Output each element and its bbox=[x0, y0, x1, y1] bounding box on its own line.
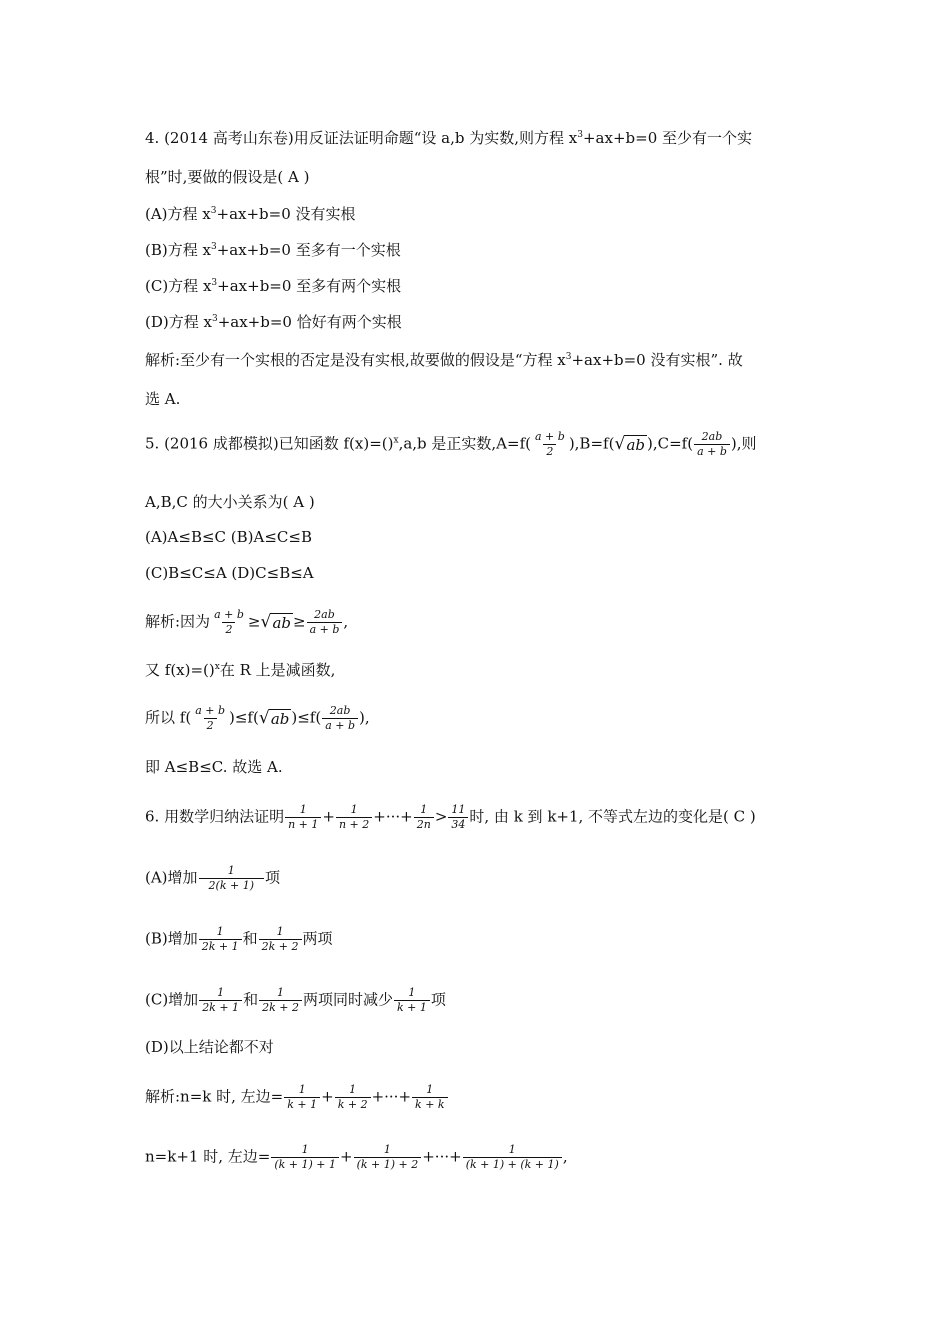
text: ≥ bbox=[293, 612, 306, 631]
numerator: 1 bbox=[298, 1083, 306, 1096]
radicand: ab bbox=[272, 613, 291, 632]
text: , bbox=[343, 612, 349, 631]
q4-option-b bbox=[145, 240, 401, 260]
fraction bbox=[394, 986, 430, 1015]
text: 和 bbox=[243, 990, 259, 1009]
denominator: (k + 1) + 1 bbox=[271, 1157, 339, 1172]
numerator: 1 bbox=[227, 864, 235, 877]
numerator: a + b bbox=[535, 430, 565, 443]
denominator: (k + 1) + (k + 1) bbox=[463, 1157, 562, 1172]
text: +ax+b=0 至少有一个实 bbox=[582, 129, 753, 147]
q4-option-d bbox=[145, 312, 402, 332]
text: ), bbox=[359, 708, 370, 727]
denominator: k + 1 bbox=[394, 1000, 430, 1015]
numerator: 2ab bbox=[329, 704, 351, 717]
fraction bbox=[199, 864, 264, 893]
denominator: 2k + 2 bbox=[259, 939, 302, 954]
q6-stem-line1 bbox=[145, 803, 756, 832]
denominator: a + b bbox=[322, 718, 358, 733]
denominator: 2 bbox=[543, 444, 556, 459]
denominator: 2k + 2 bbox=[259, 1000, 302, 1015]
text: 6. 用数学归纳法证明 bbox=[145, 807, 285, 826]
text: (B)方程 x bbox=[145, 241, 211, 259]
text: +ax+b=0 恰好有两个实根 bbox=[217, 313, 402, 331]
text: ),则 bbox=[730, 434, 757, 453]
radical-sign: √ bbox=[260, 611, 272, 632]
radical-sign: √ bbox=[258, 707, 270, 728]
text: 两项同时减少 bbox=[302, 990, 393, 1009]
numerator: 1 bbox=[408, 986, 416, 999]
text: (A)方程 x bbox=[145, 205, 211, 223]
text: 项 bbox=[430, 990, 446, 1009]
text: 解析:因为 bbox=[145, 612, 211, 631]
square-root bbox=[259, 709, 292, 729]
text: +ax+b=0 至多有一个实根 bbox=[216, 241, 401, 259]
denominator: 2k + 1 bbox=[199, 939, 242, 954]
numerator: 1 bbox=[349, 1083, 357, 1096]
q5-solution-line1 bbox=[145, 608, 348, 637]
q6-option-d: (D)以上结论都不对 bbox=[145, 1038, 274, 1056]
fraction bbox=[694, 430, 730, 459]
superscript: 3 bbox=[211, 314, 218, 324]
fraction bbox=[335, 1083, 371, 1112]
q6-solution-line1 bbox=[145, 1083, 449, 1112]
superscript: 3 bbox=[577, 130, 583, 140]
q6-option-c bbox=[145, 986, 446, 1015]
text: 4. (2014 高考山东卷)用反证法证明命题“设 a,b 为实数,则方程 x bbox=[145, 129, 578, 147]
text: ,a,b 是正实数,A=f( bbox=[398, 434, 531, 453]
text: +ax+b=0 没有实根 bbox=[216, 205, 356, 223]
denominator: 34 bbox=[448, 817, 468, 832]
radical-sign: √ bbox=[614, 433, 626, 454]
text: )≤f( bbox=[291, 708, 322, 727]
text: n=k+1 时, 左边= bbox=[145, 1147, 271, 1166]
q4-stem-line2: 根”时,要做的假设是( A ) bbox=[145, 168, 310, 186]
text: + bbox=[339, 1147, 353, 1166]
numerator: 11 bbox=[451, 803, 466, 816]
numerator: 2ab bbox=[701, 430, 723, 443]
numerator: 2ab bbox=[314, 608, 335, 621]
text: 解析:至少有一个实根的否定是没有实根,故要做的假设是“方程 x bbox=[145, 351, 566, 369]
denominator: k + 2 bbox=[335, 1097, 371, 1112]
q4-stem-line1 bbox=[145, 128, 752, 148]
denominator: 2k + 1 bbox=[199, 1000, 242, 1015]
denominator: 2(k + 1) bbox=[199, 878, 264, 893]
superscript: x bbox=[214, 662, 220, 672]
fraction bbox=[532, 430, 568, 459]
q6-option-a bbox=[145, 864, 280, 893]
fraction bbox=[414, 803, 434, 832]
q4-option-a bbox=[145, 204, 356, 224]
text: , bbox=[562, 1147, 568, 1166]
denominator: 2n bbox=[414, 817, 434, 832]
superscript: x bbox=[393, 435, 399, 446]
q5-solution-line3 bbox=[145, 704, 370, 733]
fraction bbox=[463, 1143, 562, 1172]
text: +ax+b=0 至多有两个实根 bbox=[217, 277, 402, 295]
fraction bbox=[354, 1143, 422, 1172]
text: 时, 由 k 到 k+1, 不等式左边的变化是( C ) bbox=[469, 807, 756, 826]
denominator: a + b bbox=[307, 622, 343, 637]
square-root bbox=[260, 613, 293, 633]
denominator: k + 1 bbox=[284, 1097, 320, 1112]
denominator: n + 1 bbox=[285, 817, 321, 832]
text: )≤f( bbox=[229, 708, 259, 727]
denominator: 2 bbox=[204, 718, 217, 733]
denominator: k + k bbox=[412, 1097, 448, 1112]
superscript: 3 bbox=[210, 242, 217, 252]
q5-stem-line2: A,B,C 的大小关系为( A ) bbox=[145, 493, 315, 511]
text: +ax+b=0 没有实根”. 故 bbox=[571, 351, 743, 369]
text: ),C=f( bbox=[646, 434, 694, 453]
fraction bbox=[412, 1083, 448, 1112]
fraction bbox=[199, 986, 242, 1015]
square-root bbox=[614, 435, 647, 455]
text: 在 R 上是减函数, bbox=[219, 661, 336, 679]
text: 所以 f( bbox=[145, 708, 192, 727]
text: (C)方程 x bbox=[145, 277, 212, 295]
numerator: 1 bbox=[350, 803, 358, 816]
q4-solution-line1 bbox=[145, 350, 743, 370]
text: 两项 bbox=[302, 929, 333, 948]
text: ),B=f( bbox=[568, 434, 615, 453]
q5-solution-line2 bbox=[145, 660, 335, 680]
numerator: 1 bbox=[216, 925, 224, 938]
numerator: 1 bbox=[426, 1083, 434, 1096]
fraction bbox=[336, 803, 372, 832]
fraction bbox=[271, 1143, 339, 1172]
text: 项 bbox=[265, 868, 281, 887]
text: > bbox=[434, 807, 448, 826]
superscript: 3 bbox=[565, 352, 572, 362]
q5-options-cd: (C)B≤C≤A (D)C≤B≤A bbox=[145, 564, 314, 582]
text: + bbox=[321, 1087, 334, 1106]
text: 又 f(x)=() bbox=[145, 661, 215, 679]
numerator: 1 bbox=[420, 803, 428, 816]
q6-option-b bbox=[145, 925, 333, 954]
fraction bbox=[307, 608, 343, 637]
fraction bbox=[448, 803, 468, 832]
fraction bbox=[285, 803, 321, 832]
denominator: (k + 1) + 2 bbox=[354, 1157, 422, 1172]
q5-stem-line1 bbox=[145, 430, 757, 459]
denominator: 2 bbox=[222, 622, 235, 637]
q4-option-c bbox=[145, 276, 401, 296]
numerator: 1 bbox=[217, 986, 225, 999]
radicand: ab bbox=[626, 435, 645, 454]
denominator: n + 2 bbox=[336, 817, 372, 832]
numerator: 1 bbox=[383, 1143, 391, 1156]
text: +···+ bbox=[422, 1147, 462, 1166]
radicand: ab bbox=[270, 709, 290, 728]
text: + bbox=[322, 807, 335, 826]
text: 解析:n=k 时, 左边= bbox=[145, 1087, 284, 1106]
numerator: a + b bbox=[214, 608, 244, 621]
text: ≥ bbox=[247, 612, 261, 631]
q5-options-ab: (A)A≤B≤C (B)A≤C≤B bbox=[145, 528, 312, 546]
fraction bbox=[192, 704, 228, 733]
numerator: 1 bbox=[508, 1143, 516, 1156]
denominator: a + b bbox=[694, 444, 730, 459]
numerator: 1 bbox=[299, 803, 307, 816]
text: (D)方程 x bbox=[145, 313, 212, 331]
text: (B)增加 bbox=[145, 929, 198, 948]
text: 和 bbox=[242, 929, 258, 948]
numerator: 1 bbox=[301, 1143, 309, 1156]
q6-solution-line2 bbox=[145, 1143, 568, 1172]
fraction bbox=[259, 925, 302, 954]
text: (C)增加 bbox=[145, 990, 199, 1009]
numerator: 1 bbox=[277, 986, 285, 999]
superscript: 3 bbox=[210, 206, 217, 216]
fraction bbox=[284, 1083, 320, 1112]
superscript: 3 bbox=[211, 278, 218, 288]
text: 5. (2016 成都模拟)已知函数 f(x)=() bbox=[145, 434, 394, 453]
numerator: a + b bbox=[195, 704, 225, 717]
text: +···+ bbox=[371, 1087, 412, 1106]
numerator: 1 bbox=[276, 925, 284, 938]
fraction bbox=[211, 608, 247, 637]
q5-solution-line4: 即 A≤B≤C. 故选 A. bbox=[145, 758, 283, 776]
fraction bbox=[199, 925, 242, 954]
text: +···+ bbox=[373, 807, 413, 826]
fraction bbox=[259, 986, 302, 1015]
q4-solution-line2: 选 A. bbox=[145, 390, 181, 408]
text: (A)增加 bbox=[145, 868, 198, 887]
fraction bbox=[322, 704, 358, 733]
